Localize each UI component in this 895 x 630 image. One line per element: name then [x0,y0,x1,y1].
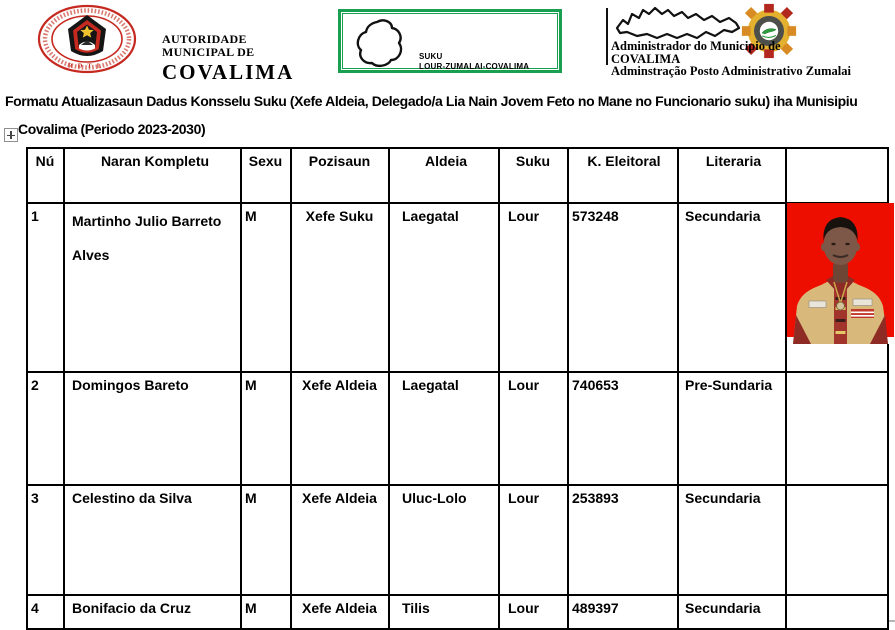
cell-position: Xefe Aldeia [291,372,389,485]
suku-name-label: LOUR-ZUMALAI-COVALIMA [419,62,530,71]
rdtl-seal-icon [36,4,138,74]
cell-no: 4 [27,595,64,629]
col-header-literaria: Literaria [678,148,786,203]
table-row [27,595,888,629]
cell-sex: M [241,203,291,372]
cell-eleitoral: 489397 [568,595,678,629]
table-row [27,203,888,372]
cell-literaria: Secundaria [678,203,786,372]
table-body [27,203,888,629]
cell-no: 2 [27,372,64,485]
admin-line1: Administrador do Municipio de [611,39,781,53]
authority-municipality: COVALIMA [162,60,295,84]
table-resize-handle-icon[interactable] [888,620,895,629]
suku-label: SUKU [419,52,443,61]
cell-photo [786,595,888,629]
table-row [27,485,888,595]
document-title-line2: Covalima (Periodo 2023-2030) [18,121,206,137]
header-divider [606,8,608,65]
col-header-aldeia: Aldeia [389,148,499,203]
svg-text:RDTL: RDTL [67,62,107,70]
suku-map-outline-icon [351,16,413,70]
admin-line3: Adminstração Posto Administrativo Zumalai [611,64,851,78]
cell-aldeia: Laegatal [389,372,499,485]
table-header-row [27,148,888,203]
cell-no: 3 [27,485,64,595]
cell-name: Bonifacio da Cruz [64,595,241,629]
cell-eleitoral: 253893 [568,485,678,595]
authority-line2: MUNICIPAL DE [162,45,255,59]
cell-aldeia: Tilis [389,595,499,629]
cell-name: Domingos Bareto [64,372,241,485]
cell-suku: Lour [499,485,568,595]
authority-name-block [162,33,294,83]
authority-line1: AUTORIDADE [162,32,247,46]
cell-suku: Lour [499,595,568,629]
cell-sex: M [241,595,291,629]
cell-sex: M [241,372,291,485]
cell-position: Xefe Suku [291,203,389,372]
cell-eleitoral: 740653 [568,372,678,485]
cell-name: Martinho Julio Barreto Alves [64,203,241,372]
table-row [27,372,888,485]
table-move-handle-icon[interactable] [4,128,18,142]
cell-suku: Lour [499,203,568,372]
col-header-sexu: Sexu [241,148,291,203]
cell-name: Celestino da Silva [64,485,241,595]
cell-sex: M [241,485,291,595]
konsellu-suku-table [26,147,889,630]
cell-eleitoral: 573248 [568,203,678,372]
col-header-pozisaun: Pozisaun [291,148,389,203]
document-title-line1: Formatu Atualizasaun Dadus Konsselu Suku (Xefe Aldeia, Delegado/a Lia Nain Jovem Feto no Mane no Funcionario suku) iha Munisipiu [5,93,858,109]
col-header-n-: Nú [27,148,64,203]
suku-stamp-label [419,52,529,72]
cell-position: Xefe Aldeia [291,595,389,629]
col-header-suku: Suku [499,148,568,203]
cell-literaria: Secundaria [678,595,786,629]
member-photo [787,203,894,344]
admin-line2: COVALIMA [611,51,681,66]
cell-aldeia: Laegatal [389,203,499,372]
cell-literaria: Secundaria [678,485,786,595]
cell-suku: Lour [499,372,568,485]
col-header-photo [786,148,888,203]
administration-text-block [611,40,851,78]
suku-stamp [338,9,562,73]
cell-photo [786,372,888,485]
col-header-k-eleitoral: K. Eleitoral [568,148,678,203]
cell-no: 1 [27,203,64,372]
col-header-naran-kompletu: Naran Kompletu [64,148,241,203]
member-portrait-image [787,203,894,344]
cell-literaria: Pre-Sundaria [678,372,786,485]
cell-position: Xefe Aldeia [291,485,389,595]
cell-aldeia: Uluc-Lolo [389,485,499,595]
cell-photo [786,485,888,595]
